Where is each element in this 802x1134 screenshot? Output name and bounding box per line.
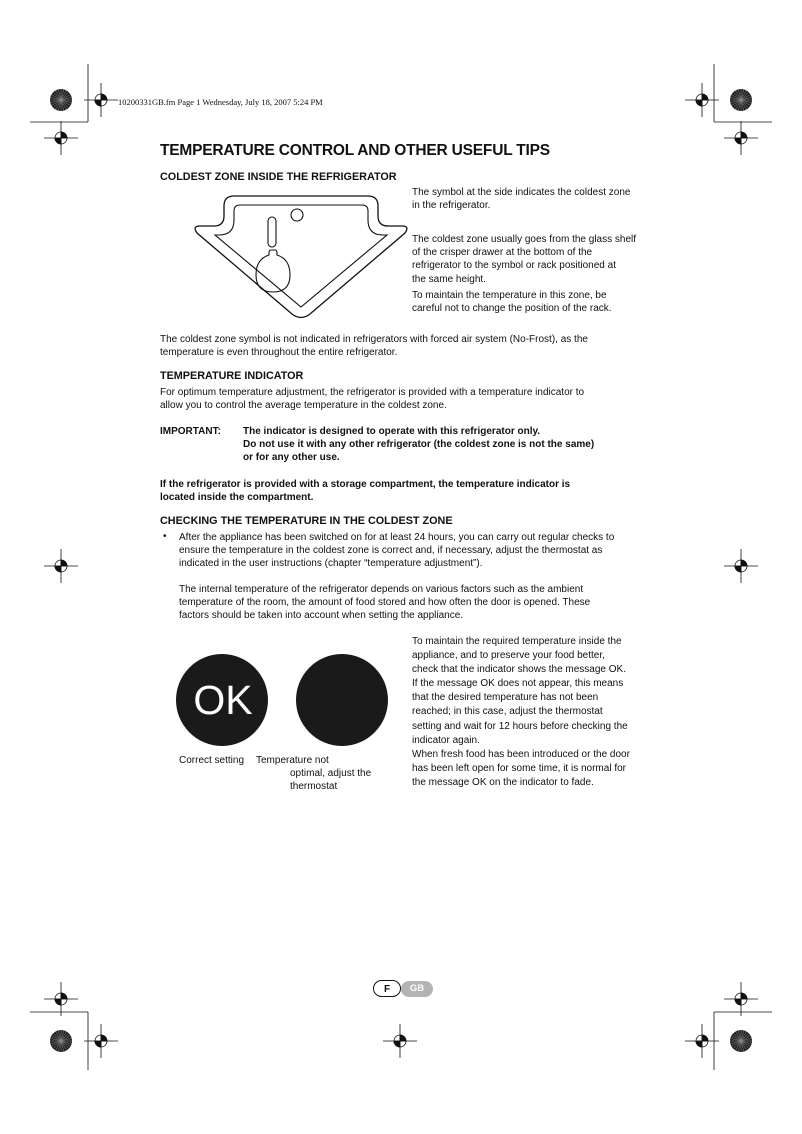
coldest-zone-heading: COLDEST ZONE INSIDE THE REFRIGERATOR xyxy=(160,171,397,183)
text-line: ensure the temperature in the coldest zone is correct and, if necessary, adjust the thermostat as xyxy=(179,545,603,557)
text-line: setting and wait for 12 hours before checking the xyxy=(412,720,628,732)
text-line: The symbol at the side indicates the coldest zone xyxy=(412,187,631,198)
text-line: temperature of the room, the amount of food stored and how often the door is opened. These xyxy=(179,597,591,609)
text-line: appliance, and to preserve your food better, xyxy=(412,650,605,662)
text-line: When fresh food has been introduced or the door xyxy=(412,748,630,760)
language-badge-gb: GB xyxy=(401,981,433,997)
indicator-para xyxy=(160,386,650,412)
text-line: If the message OK does not appear, this means xyxy=(412,678,624,690)
caption-correct-setting: Correct setting xyxy=(179,755,245,766)
text-line: refrigerator to the symbol or rack positioned at xyxy=(412,260,616,272)
text-line: For optimum temperature adjustment, the refrigerator is provided with a temperature indicator to xyxy=(160,387,585,398)
coldest-zone-para2 xyxy=(412,233,652,286)
text-line: Do not use it with any other refrigerator (the coldest zone is not the same) xyxy=(243,439,595,451)
not-optimal-indicator-circle xyxy=(296,654,388,746)
text-line: careful not to change the position of the rack. xyxy=(412,303,612,315)
text-line: indicator again. xyxy=(412,734,480,746)
coldest-zone-symbol xyxy=(190,192,412,320)
factors-para xyxy=(179,583,654,623)
indicator-heading: TEMPERATURE INDICATOR xyxy=(160,370,304,382)
caption-not-optimal-line3: thermostat xyxy=(290,781,338,792)
page-title: TEMPERATURE CONTROL AND OTHER USEFUL TIPS xyxy=(160,142,550,159)
text-line: The indicator is designed to operate with this refrigerator only. xyxy=(243,426,541,437)
text-line: The internal temperature of the refrigerator depends on various factors such as the ambient xyxy=(179,584,584,595)
text-line: factors should be taken into account when setting the appliance. xyxy=(179,610,464,622)
text-line: If the refrigerator is provided with a storage compartment, the temperature indicator is xyxy=(160,479,571,490)
coldest-zone-para1 xyxy=(412,186,652,212)
text-line: located inside the compartment. xyxy=(160,492,314,504)
bullet-marker: • xyxy=(163,531,167,542)
file-header: 10200331GB.fm Page 1 Wednesday, July 18, 2007 5:24 PM xyxy=(118,97,323,107)
text-line: reached; in this case, adjust the thermostat xyxy=(412,706,603,718)
text-line: The coldest zone usually goes from the glass shelf xyxy=(412,234,637,245)
text-line: indicated in the user instructions (chapter “temperature adjustment”). xyxy=(179,558,483,570)
text-line: The coldest zone symbol is not indicated in refrigerators with forced air system (No-Frost), as the xyxy=(160,334,588,345)
important-label: IMPORTANT: xyxy=(160,426,221,437)
checking-bullet-text xyxy=(179,531,654,571)
indicator-instructions xyxy=(412,635,652,790)
text-line: To maintain the temperature in this zone, be xyxy=(412,290,607,301)
text-line: or for any other use. xyxy=(243,452,340,464)
text-line: check that the indicator shows the message OK. xyxy=(412,664,626,676)
text-line: of the crisper drawer at the bottom of the xyxy=(412,247,593,259)
checking-heading: CHECKING THE TEMPERATURE IN THE COLDEST ZONE xyxy=(160,515,453,527)
indicator-illustrations xyxy=(176,654,396,754)
text-line: in the refrigerator. xyxy=(412,200,491,212)
text-line: After the appliance has been switched on for at least 24 hours, you can carry out regular checks to xyxy=(179,532,615,543)
ok-indicator-label: OK xyxy=(193,677,253,723)
text-line: the same height. xyxy=(412,273,486,285)
text-line: temperature is even throughout the entire refrigerator. xyxy=(160,347,398,359)
caption-not-optimal-line2: optimal, adjust the xyxy=(290,768,372,779)
language-badge-f: F xyxy=(373,980,401,997)
coldest-zone-para3 xyxy=(412,289,652,315)
text-line: that the desired temperature has not been xyxy=(412,692,599,704)
text-line: allow you to control the average temperature in the coldest zone. xyxy=(160,400,447,412)
important-text xyxy=(243,425,653,465)
caption-not-optimal-line1: Temperature not xyxy=(256,755,329,766)
storage-note xyxy=(160,478,650,504)
text-line: has been left open for some time, it is normal for xyxy=(412,762,626,774)
nofrost-note xyxy=(160,333,650,359)
text-line: To maintain the required temperature inside the xyxy=(412,636,622,647)
text-line: the message OK on the indicator to fade. xyxy=(412,776,594,788)
